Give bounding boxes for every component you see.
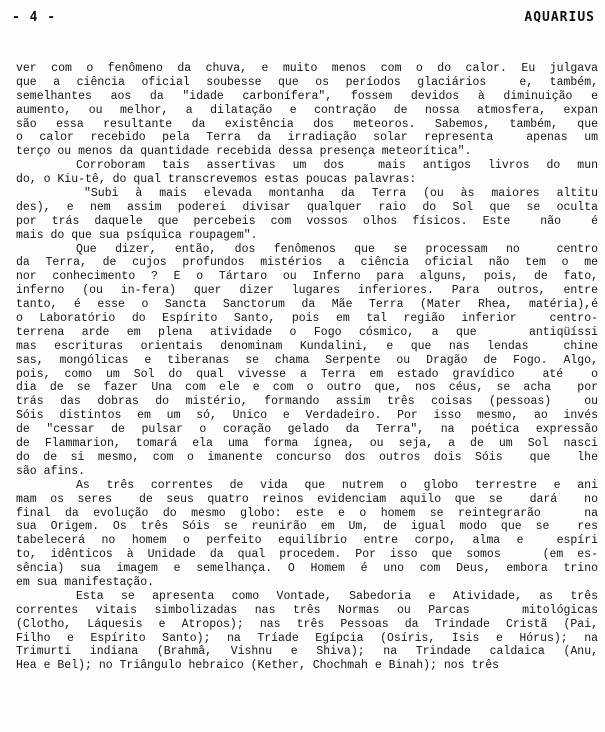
paragraph bbox=[16, 479, 598, 590]
text-line: sua Origem. Os três Sóis se reunirão em Um, de igual modo que se res bbox=[16, 520, 598, 534]
paragraph bbox=[16, 62, 598, 159]
text-line: terrena arde em plena atividade o Fogo cósmico, a que antiqüíssi bbox=[16, 325, 598, 339]
text-line: tanto, é esse o Sancta Sanctorum da Mãe Terra (Mater Rhea, matéria),é bbox=[16, 298, 598, 312]
running-title: AQUARIUS bbox=[524, 10, 595, 25]
text-line: semelhantes aos da "idade carbonífera", fossem devidos à diminuição e bbox=[16, 89, 598, 103]
text-line: Que dizer, então, dos fenômenos que se processam no centro bbox=[76, 242, 598, 256]
text-line: por trás daquele que percebeis com vossos olhos físicos. Este não é bbox=[16, 214, 598, 228]
text-line: Hea e Bel); no Triângulo hebraico (Kether, Chochmah e Binah); nos três bbox=[16, 659, 500, 673]
text-line: sência) sua imagem e semelhança. O Homem é uno com Deus, embora trino bbox=[16, 562, 598, 576]
text-line: (Clotho, Láquesis e Átropos); nas três Pessoas da Trindade Cristã (Pai, bbox=[16, 617, 598, 631]
text-line: aumento, ou melhor, a dilatação e contração de nossa atmosfera, expan bbox=[16, 103, 598, 117]
body-text bbox=[16, 62, 598, 673]
text-line: Filho e Espírito Santo); na Tríade Egípcia (Osíris, Ísis e Hórus); na bbox=[16, 631, 598, 645]
text-line: em sua manifestação. bbox=[16, 575, 155, 589]
page-number: - 4 - bbox=[12, 10, 57, 25]
text-line: do, o Kiu-tê, do qual transcrevemos estas poucas palavras: bbox=[16, 173, 417, 187]
text-line: terço ou menos da quantidade recebida dessa presença meteorítica". bbox=[16, 145, 472, 159]
text-line: mam os seres de seus quatro reinos evidenciam aquilo que se dará no bbox=[16, 492, 598, 506]
text-line: As três correntes de vida que nutrem o globo terrestre e ani bbox=[76, 478, 598, 492]
text-line: são afins. bbox=[16, 464, 86, 478]
text-line: tabelecerá no homem o perfeito equilíbrio entre corpo, alma e espíri bbox=[16, 534, 598, 548]
text-line: de "cessar de pulsar o coração gelado da Terra", na poética expressão bbox=[16, 423, 598, 437]
page-header bbox=[12, 6, 595, 30]
text-line: do de si mesmo, com o imanente concurso dos outros dois Sóis que lhe bbox=[16, 450, 598, 464]
text-line: da Terra, de cujos profundos mistérios a ciência oficial não tem o me bbox=[16, 256, 598, 270]
text-line: de Flammarion, tomará ela uma forma ígnea, ou seja, a de um Sol nasci bbox=[16, 437, 598, 451]
text-line: pois, como um Sol do qual vivesse a Terra em estado gravídico até o bbox=[16, 367, 598, 381]
text-line: o calor recebido pela Terra da irradiação solar representa apenas um bbox=[16, 131, 598, 145]
paragraph bbox=[16, 243, 598, 479]
text-line: sas, mongólicas e tiberanas se chama Serpente ou Dragão de Fogo. Algo, bbox=[16, 353, 598, 367]
paragraph bbox=[16, 159, 598, 187]
text-line: to, idênticos à Unidade da qual procedem. Por isso que somos (em es- bbox=[16, 548, 598, 562]
text-line: são essa resultante da existência dos meteoros. Sabemos, também, que bbox=[16, 117, 598, 131]
text-line: dia de se fazer Una com ele e com o outro que, nos céus, se acha por bbox=[16, 381, 598, 395]
text-line: nor conhecimento ? É o Tártaro ou Inferno para alguns, pois, de fato, bbox=[16, 270, 598, 284]
text-line: Trimurti indiana (Brahmâ, Vishnu e Shiva); na Trindade caldaica (Anu, bbox=[16, 645, 598, 659]
paragraph bbox=[16, 590, 598, 673]
text-line: mais do que sua psíquica roupagem". bbox=[16, 228, 258, 242]
text-line: que a ciência oficial soubesse que os períodos glaciários e, também, bbox=[16, 75, 598, 89]
text-line: des), e nem assim poderei divisar qualquer raio do Sol que se oculta bbox=[16, 200, 598, 214]
text-line: Esta se apresenta como Vontade, Sabedoria e Atividade, as três bbox=[76, 589, 598, 603]
paragraph bbox=[16, 187, 598, 243]
text-line: ver com o fenômeno da chuva, e muito menos com o do calor. Eu julgava bbox=[16, 62, 598, 75]
text-line: o Laboratório do Espírito Santo, pois em tal região inferior centro- bbox=[16, 312, 598, 326]
text-line: Corroboram tais assertivas um dos mais antigos livros do mun bbox=[76, 159, 598, 173]
text-line: final da evolução do mesmo globo: este e o homem se reintegrarão na bbox=[16, 506, 598, 520]
text-line: mas escrituras orientais denominam Kundalini, e que nas lendas chine bbox=[16, 339, 598, 353]
text-line: "Subi à mais elevada montanha da Terra (ou às maiores altitu bbox=[84, 187, 598, 201]
text-line: trás das dobras do mistério, formando assim três coisas (pessoas) ou bbox=[16, 395, 598, 409]
text-line: correntes vitais simbolizadas nas três Normas ou Parcas mitológicas bbox=[16, 603, 598, 617]
text-line: inferno (ou in-fera) quer dizer lugares inferiores. Para outros, entre bbox=[16, 284, 598, 298]
text-line: Sóis distintos em um só, Único e Verdadeiro. Por isso mesmo, ao invés bbox=[16, 409, 598, 423]
